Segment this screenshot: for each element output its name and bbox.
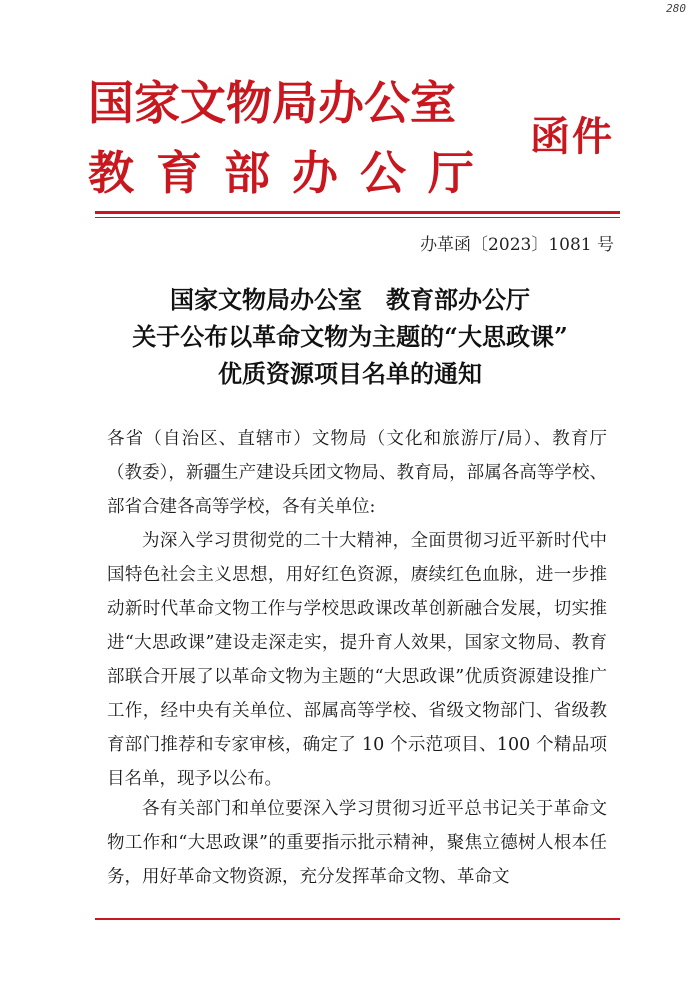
body-paragraph-2: 各有关部门和单位要深入学习贯彻习近平总书记关于革命文物工作和“大思政课”的重要指示批示精神，聚焦立德树人根本任务，用好革命文物资源，充分发挥革命文物、革命文	[107, 799, 607, 887]
page-number: 280	[666, 2, 686, 15]
issuing-org-line-2: 教育部办公厅	[88, 146, 496, 200]
issuing-org-line-1: 国家文物局办公室	[88, 76, 456, 130]
header-divider-thick	[95, 211, 620, 214]
title-line-3: 优质资源项目名单的通知	[218, 359, 482, 388]
footer-divider	[95, 918, 620, 920]
body-paragraph-1: 为深入学习贯彻党的二十大精神，全面贯彻习近平新时代中国特色社会主义思想，用好红色资源，赓续红色血脉，进一步推动新时代革命文物工作与学校思政课改革创新融合发展，切实推进“大思政课”建设走深走实，提升育人效果，国家文物局、教育部联合开展了以革命文物为主题的“大思政课”优质资源建设推广工作，经中央有关单位、部属高等学校、省级文物部门、省级教育部门推荐和专家审核，确定了 10 个示范项目、100 个精品项目名单，现予以公布。	[107, 531, 607, 789]
addressees: 各省（自治区、直辖市）文物局（文化和旅游厅/局）、教育厅（教委），新疆生产建设兵团文物局、教育局，部属各高等学校、部省合建各高等学校，各有关单位:	[107, 429, 607, 517]
document-type: 函件	[530, 113, 614, 160]
title-line-1: 国家文物局办公室 教育部办公厅	[170, 285, 530, 314]
header-divider-thin	[95, 217, 620, 218]
title-line-2: 关于公布以革命文物为主题的“大思政课”	[132, 322, 568, 351]
document-number: 办革函〔2023〕1081 号	[420, 235, 614, 255]
